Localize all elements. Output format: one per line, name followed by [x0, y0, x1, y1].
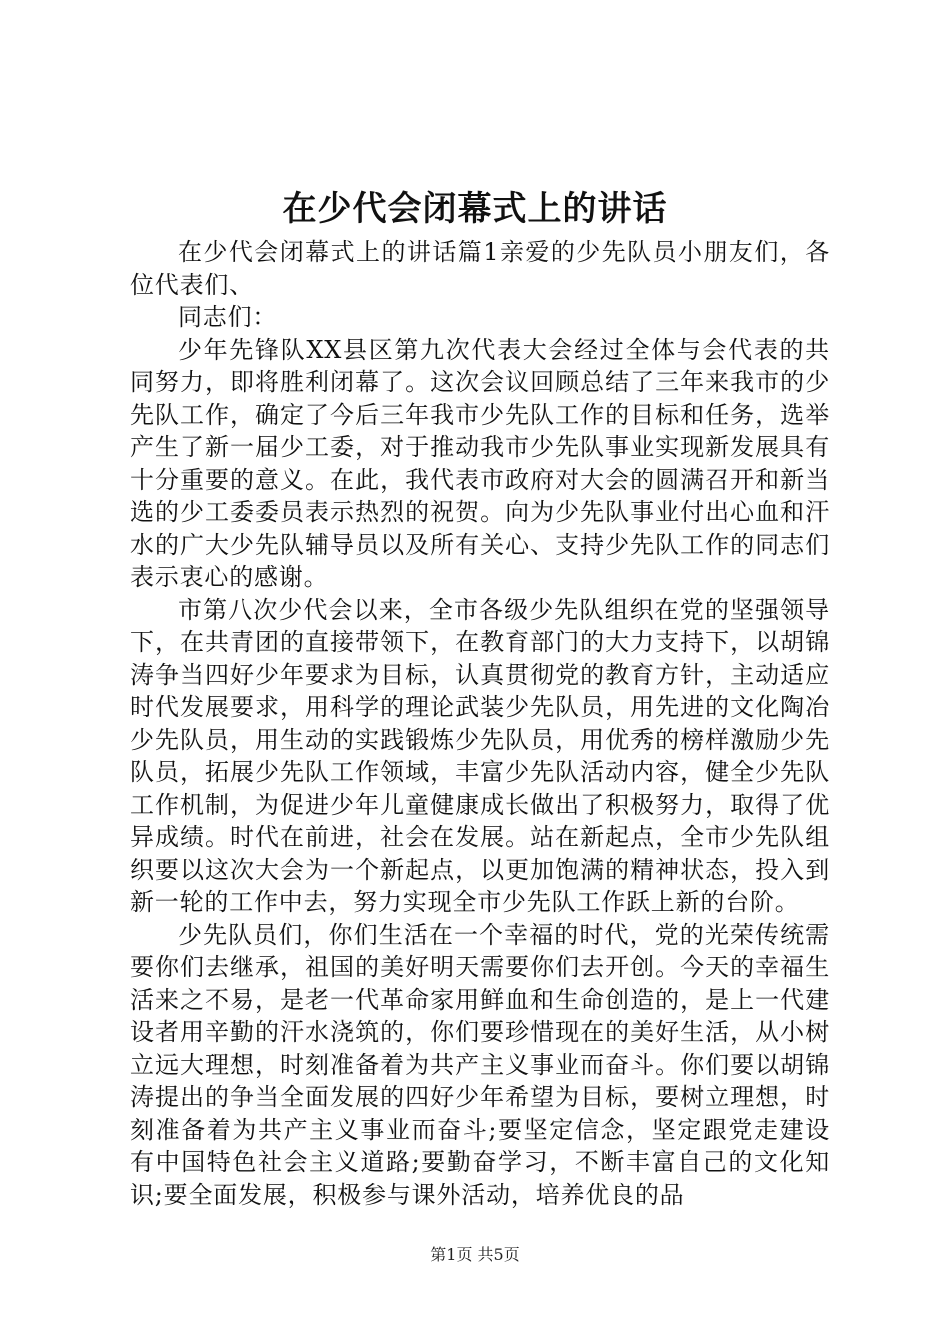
page-number-footer: 第1页 共5页	[430, 1245, 520, 1264]
document-body	[130, 236, 830, 1211]
paragraph-young-pioneers: 少先队员们，你们生活在一个幸福的时代，党的光荣传统需要你们去继承，祖国的美好明天需要你们去开创。今天的幸福生活来之不易，是老一代革命家用鲜血和生命创造的，是上一代建设者用辛勤的汗水浇筑的，你们要珍惜现在的美好生活，从小树立远大理想，时刻准备着为共产主义事业而奋斗。你们要以胡锦涛提出的争当全面发展的四好少年希望为目标，要树立理想，时刻准备着为共产主义事业而奋斗;要坚定信念，坚定跟党走建设有中国特色社会主义道路;要勤奋学习，不断丰富自己的文化知识;要全面发展，积极参与课外活动，培养优良的品	[130, 920, 830, 1209]
paragraph-congress-closing: 少年先锋队XX县区第九次代表大会经过全体与会代表的共同努力，即将胜利闭幕了。这次会议回顾总结了三年来我市的少先队工作，确定了今后三年我市少先队工作的目标和任务，选举产生了新一届少工委，对于推动我市少先队事业实现新发展具有十分重要的意义。在此，我代表市政府对大会的圆满召开和新当选的少工委委员表示热烈的祝贺。向为少先队事业付出心血和汗水的广大少先队辅导员以及所有关心、支持少先队工作的同志们表示衷心的感谢。	[130, 335, 830, 591]
document-title: 在少代会闭幕式上的讲话	[282, 189, 668, 229]
paragraph-salutation: 同志们：	[178, 303, 278, 331]
paragraph-achievements: 市第八次少代会以来，全市各级少先队组织在党的坚强领导下，在共青团的直接带领下，在教育部门的大力支持下，以胡锦涛争当四好少年要求为目标，认真贯彻党的教育方针，主动适应时代发展要求，用科学的理论武装少先队员，用先进的文化陶冶少先队员，用生动的实践锻炼少先队员，用优秀的榜样激励少先队员，拓展少先队工作领域，丰富少先队活动内容，健全少先队工作机制，为促进少年儿童健康成长做出了积极努力，取得了优异成绩。时代在前进，社会在发展。站在新起点，全市少先队组织要以这次大会为一个新起点，以更加饱满的精神状态，投入到新一轮的工作中去，努力实现全市少先队工作跃上新的台阶。	[130, 595, 830, 916]
paragraph-opening: 在少代会闭幕式上的讲话篇1亲爱的少先队员小朋友们，各位代表们、	[130, 238, 830, 299]
